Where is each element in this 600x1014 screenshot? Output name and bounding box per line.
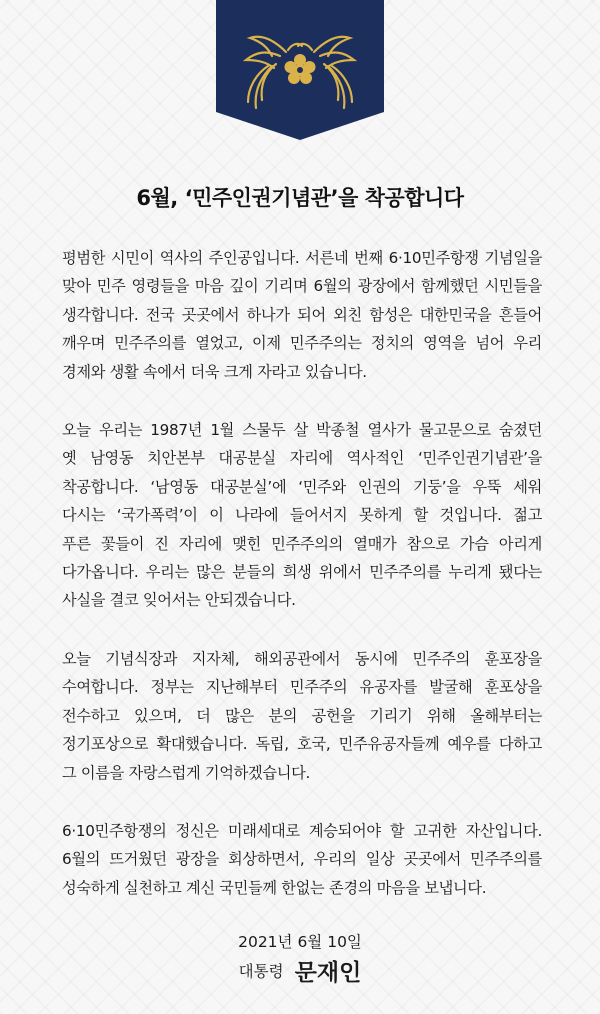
text-line: 경제와 생활 속에서 더욱 크게 자라고 있습니다. xyxy=(62,362,367,381)
emblem-banner xyxy=(216,0,384,140)
text-line: 깨우며 민주주의를 열었고, 이제 민주주의는 정치의 영역을 넘어 우리 xyxy=(62,334,542,353)
text-line: 맞아 민주 영령들을 마음 깊이 기리며 6월의 광장에서 함께했던 시민들을 xyxy=(62,277,542,296)
text-line: 다가옵니다. 우리는 많은 분들의 희생 위에서 민주주의를 누리게 됐다는 xyxy=(62,563,542,582)
text-line: 사실을 결코 잊어서는 안되겠습니다. xyxy=(62,591,296,610)
text-line: 생각합니다. 전국 곳곳에서 하나가 되어 외친 함성은 대한민국을 흔들어 xyxy=(62,305,542,324)
text-line: 옛 남영동 치안본부 대공분실 자리에 역사적인 ‘민주인권기념관’을 xyxy=(62,449,542,468)
text-line: 푸른 꽃들이 진 자리에 맺힌 민주주의의 열매가 참으로 가슴 아리게 xyxy=(62,534,542,553)
text-line: 다시는 ‘국가폭력’이 이 나라에 들어서지 못하게 할 것입니다. 젊고 xyxy=(62,506,542,525)
text-line: 오늘 우리는 1987년 1월 스물두 살 박종철 열사가 물고문으로 숨졌던 xyxy=(62,421,542,440)
page-title: 6월, ‘민주인권기념관’을 착공합니다 xyxy=(136,186,464,210)
paragraph-1 xyxy=(62,244,542,386)
text-line: 평범한 시민이 역사의 주인공입니다. 서른네 번째 6·10민주항쟁 기념일을 xyxy=(62,249,542,267)
text-line: 성숙하게 실천하고 계신 국민들께 한없는 존경의 마음을 보냅니다. xyxy=(62,878,487,897)
presidential-emblem-icon xyxy=(216,0,384,140)
text-line: 오늘 기념식장과 지자체, 해외공관에서 동시에 민주주의 훈포장을 xyxy=(62,649,542,668)
text-line: 정기포상으로 확대했습니다. 독립, 호국, 민주유공자들께 예우를 다하고 xyxy=(62,735,542,754)
paragraph-3 xyxy=(62,645,542,787)
signature-name: 문재인 xyxy=(294,959,362,986)
text-line: 착공합니다. ‘남영동 대공분실’에 ‘민주와 인권의 기둥’을 우뚝 세워 xyxy=(62,477,542,496)
signature-title: 대통령 xyxy=(238,962,284,981)
text-line: 6·10민주항쟁의 정신은 미래세대로 계승되어야 할 고귀한 자산입니다. xyxy=(62,821,542,840)
paragraph-2 xyxy=(62,416,542,615)
paragraph-4 xyxy=(62,817,542,902)
text-line: 그 이름을 자랑스럽게 기억하겠습니다. xyxy=(62,763,311,782)
signature-block xyxy=(0,954,600,987)
text-line: 수여합니다. 정부는 지난해부터 민주주의 유공자를 발굴해 훈포상을 xyxy=(62,678,542,697)
message-body xyxy=(62,244,542,932)
text-line: 전수하고 있으며, 더 많은 분의 공헌을 기리기 위해 올해부터는 xyxy=(62,706,542,725)
text-line: 6월의 뜨거웠던 광장을 회상하면서, 우리의 일상 곳곳에서 민주주의를 xyxy=(62,850,542,869)
letter-date: 2021년 6월 10일 xyxy=(238,933,362,951)
